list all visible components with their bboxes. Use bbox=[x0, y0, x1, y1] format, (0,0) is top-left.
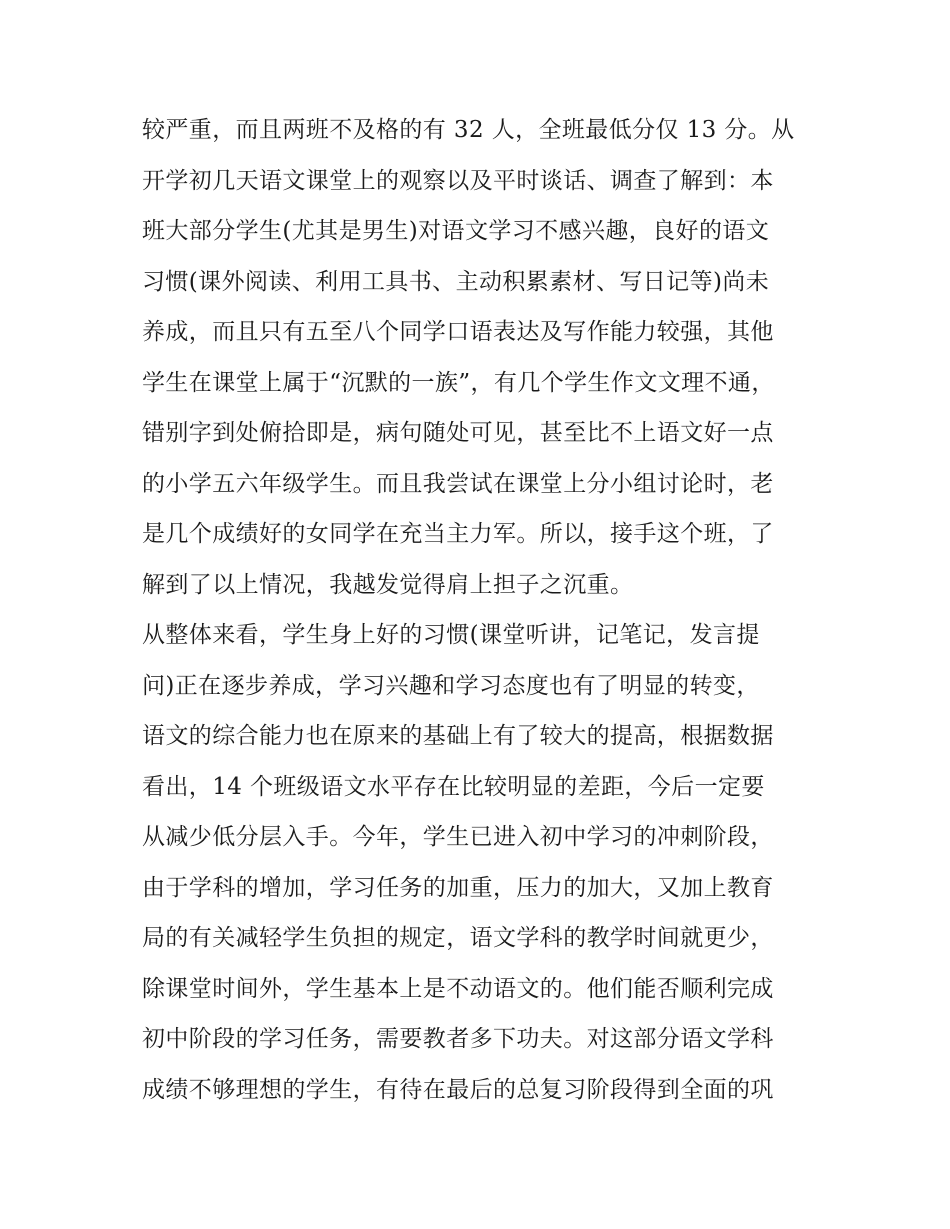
text-line: 解到了以上情况，我越发觉得肩上担子之沉重。 bbox=[142, 571, 634, 598]
text-line: 初中阶段的学习任务，需要教者多下功夫。对这部分语文学科 bbox=[142, 1026, 774, 1052]
text-line: 看出，14 个班级语文水平存在比较明显的差距，今后一定要 bbox=[142, 773, 765, 800]
text-line: 班大部分学生(尤其是男生)对语文学习不感兴趣，良好的语文 bbox=[142, 218, 770, 244]
text-line: 的小学五六年级学生。而且我尝试在课堂上分小组讨论时，老 bbox=[142, 470, 774, 497]
text-line: 较严重，而且两班不及格的有 32 人，全班最低分仅 13 分。从 bbox=[142, 117, 795, 143]
text-line: 由于学科的增加，学习任务的加重，压力的加大，又加上教育 bbox=[142, 874, 774, 901]
body-text bbox=[142, 105, 822, 1115]
text-line: 开学初几天语文课堂上的观察以及平时谈话、调查了解到：本 bbox=[142, 167, 774, 194]
text-line: 是几个成绩好的女同学在充当主力军。所以，接手这个班，了 bbox=[142, 521, 774, 547]
text-line: 养成，而且只有五至八个同学口语表达及写作能力较强，其他 bbox=[142, 319, 774, 345]
text-line: 局的有关减轻学生负担的规定，语文学科的教学时间就更少， bbox=[142, 925, 774, 951]
text-line: 错别字到处俯拾即是，病句随处可见，甚至比不上语文好一点 bbox=[142, 420, 774, 446]
text-line: 习惯(课外阅读、利用工具书、主动积累素材、写日记等)尚未 bbox=[142, 268, 770, 295]
text-line: 从减少低分层入手。今年，学生已进入初中学习的冲刺阶段， bbox=[142, 824, 774, 850]
text-line: 从整体来看，学生身上好的习惯(课堂听讲，记笔记，发言提 bbox=[142, 622, 760, 648]
text-line: 成绩不够理想的学生，有待在最后的总复习阶段得到全面的巩 bbox=[142, 1076, 774, 1103]
text-line: 语文的综合能力也在原来的基础上有了较大的提高，根据数据 bbox=[142, 723, 774, 749]
text-line: 问)正在逐步养成，学习兴趣和学习态度也有了明显的转变， bbox=[142, 672, 760, 699]
text-line: 除课堂时间外，学生基本上是不动语文的。他们能否顺利完成 bbox=[142, 975, 774, 1002]
text-line: 学生在课堂上属于“沉默的一族”，有几个学生作文文理不通， bbox=[142, 369, 775, 396]
